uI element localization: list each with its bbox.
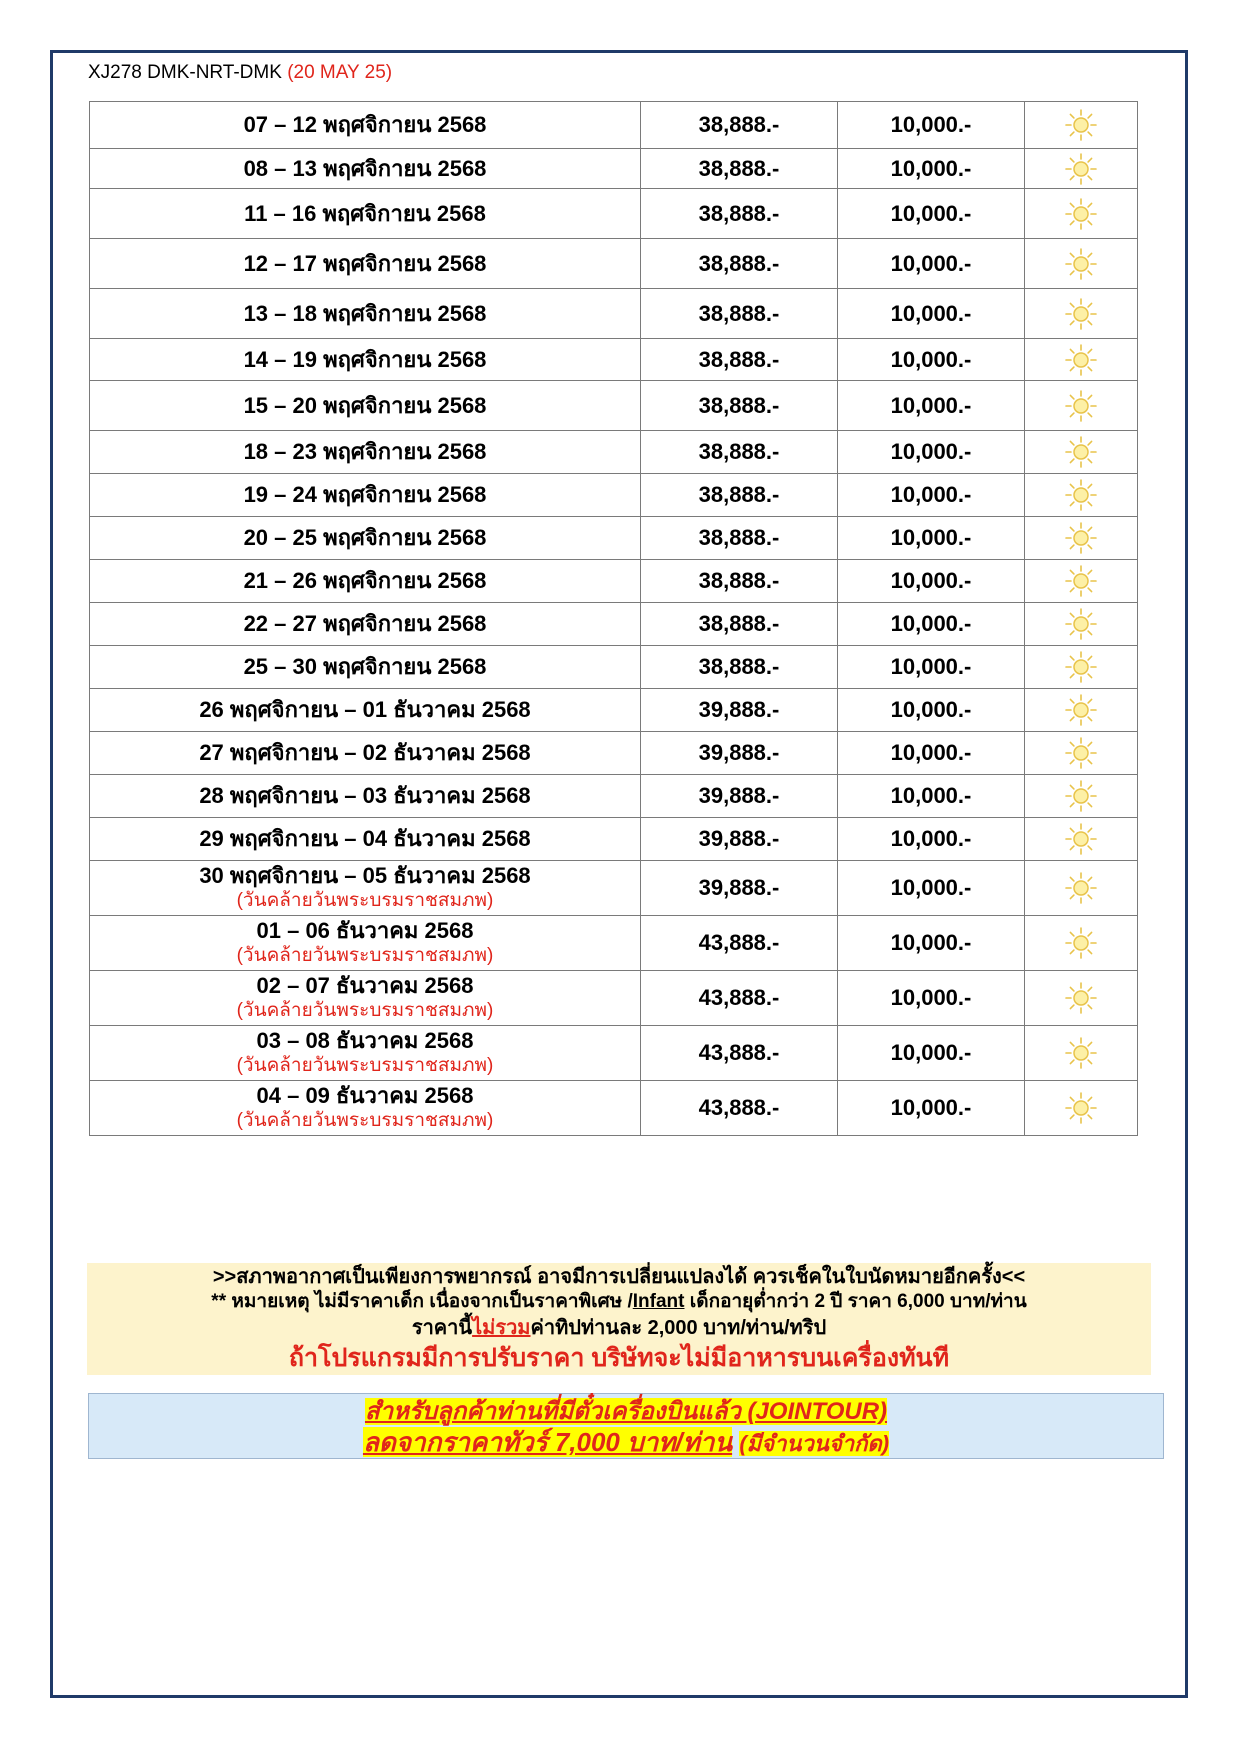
weather-cell [1025, 149, 1138, 189]
meal-note: ถ้าโปรแกรมมีการปรับราคา บริษัทจะไม่มีอาหารบนเครื่องทันที [288, 1344, 950, 1372]
deposit-cell: 10,000.- [838, 689, 1025, 732]
price-cell: 39,888.- [641, 861, 838, 916]
table-row [90, 339, 1138, 381]
price-cell: 38,888.- [641, 339, 838, 381]
sun-icon [1064, 696, 1098, 721]
price-cell: 38,888.- [641, 646, 838, 689]
weather-cell [1025, 239, 1138, 289]
date-cell [90, 971, 641, 1026]
weather-cell [1025, 732, 1138, 775]
date-note: (วันคล้ายวันพระบรมราชสมภพ) [236, 890, 494, 911]
price-cell: 38,888.- [641, 560, 838, 603]
table-row [90, 431, 1138, 474]
price-cell: 38,888.- [641, 603, 838, 646]
table-row [90, 149, 1138, 189]
deposit-cell: 10,000.- [838, 517, 1025, 560]
date-range: 04 – 09 ธันวาคม 2568 [256, 1083, 474, 1108]
sun-icon [1064, 345, 1098, 370]
price-cell: 39,888.- [641, 689, 838, 732]
date-cell [90, 289, 641, 339]
weather-cell [1025, 474, 1138, 517]
tip-note-excluded: ไม่รวม [472, 1317, 531, 1339]
child-note-prefix: ** หมายเหตุ ไม่มีราคาเด็ก เนื่องจากเป็นราคาพิเศษ / [211, 1291, 633, 1312]
deposit-cell: 10,000.- [838, 861, 1025, 916]
date-cell [90, 560, 641, 603]
deposit-cell: 10,000.- [838, 775, 1025, 818]
sun-icon [1064, 984, 1098, 1009]
sun-icon [1064, 739, 1098, 764]
sun-icon [1064, 299, 1098, 324]
jointour-promo-box [88, 1393, 1164, 1459]
table-row [90, 1081, 1138, 1136]
deposit-cell: 10,000.- [838, 916, 1025, 971]
date-range: 30 พฤศจิกายน – 05 ธันวาคม 2568 [199, 863, 531, 888]
date-range: 01 – 06 ธันวาคม 2568 [256, 918, 474, 943]
weather-cell [1025, 102, 1138, 149]
date-cell [90, 689, 641, 732]
weather-cell [1025, 339, 1138, 381]
table-row [90, 818, 1138, 861]
date-range: 19 – 24 พฤศจิกายน 2568 [243, 482, 487, 507]
weather-cell [1025, 381, 1138, 431]
table-row [90, 474, 1138, 517]
child-note-suffix: เด็กอายุต่ำกว่า 2 ปี ราคา 6,000 บาท/ท่าน [684, 1291, 1027, 1312]
date-note: (วันคล้ายวันพระบรมราชสมภพ) [236, 1055, 494, 1076]
date-range: 25 – 30 พฤศจิกายน 2568 [243, 654, 487, 679]
table-row [90, 732, 1138, 775]
date-cell [90, 189, 641, 239]
table-row [90, 775, 1138, 818]
weather-cell [1025, 1081, 1138, 1136]
sun-icon [1064, 567, 1098, 592]
promo-limited-note: (มีจำนวนจำกัด) [739, 1431, 890, 1456]
deposit-cell: 10,000.- [838, 289, 1025, 339]
date-range: 22 – 27 พฤศจิกายน 2568 [243, 611, 487, 636]
price-cell: 43,888.- [641, 1026, 838, 1081]
deposit-cell: 10,000.- [838, 239, 1025, 289]
tip-note-suffix: ค่าทิปท่านละ 2,000 บาท/ท่าน/ทริป [530, 1317, 827, 1339]
deposit-cell: 10,000.- [838, 431, 1025, 474]
sun-icon [1064, 874, 1098, 899]
price-cell: 38,888.- [641, 431, 838, 474]
sun-icon [1064, 249, 1098, 274]
date-cell [90, 1026, 641, 1081]
date-cell [90, 775, 641, 818]
date-range: 02 – 07 ธันวาคม 2568 [256, 973, 474, 998]
deposit-cell: 10,000.- [838, 189, 1025, 239]
weather-cell [1025, 603, 1138, 646]
date-range: 15 – 20 พฤศจิกายน 2568 [243, 392, 487, 418]
price-cell: 38,888.- [641, 474, 838, 517]
sun-icon [1064, 111, 1098, 136]
date-range: 07 – 12 พฤศจิกายน 2568 [243, 112, 487, 137]
price-cell: 43,888.- [641, 971, 838, 1026]
deposit-cell: 10,000.- [838, 381, 1025, 431]
sun-icon [1064, 610, 1098, 635]
promo-line-2: ลดจากราคาทัวร์ 7,000 บาท/ท่าน [362, 1427, 733, 1457]
sun-icon [1064, 199, 1098, 224]
date-note: (วันคล้ายวันพระบรมราชสมภพ) [236, 945, 494, 966]
date-cell [90, 603, 641, 646]
price-cell: 39,888.- [641, 732, 838, 775]
sun-icon [1064, 1094, 1098, 1119]
date-range: 28 พฤศจิกายน – 03 ธันวาคม 2568 [199, 783, 531, 808]
date-range: 27 พฤศจิกายน – 02 ธันวาคม 2568 [199, 740, 531, 765]
date-cell [90, 102, 641, 149]
date-cell [90, 517, 641, 560]
date-cell [90, 732, 641, 775]
price-cell: 43,888.- [641, 1081, 838, 1136]
date-range: 12 – 17 พฤศจิกายน 2568 [243, 250, 487, 276]
price-cell: 39,888.- [641, 775, 838, 818]
sun-icon [1064, 438, 1098, 463]
weather-cell [1025, 818, 1138, 861]
date-range: 14 – 19 พฤศจิกายน 2568 [243, 346, 487, 372]
deposit-cell: 10,000.- [838, 732, 1025, 775]
table-row [90, 603, 1138, 646]
deposit-cell: 10,000.- [838, 560, 1025, 603]
price-cell: 38,888.- [641, 102, 838, 149]
tour-header [88, 60, 392, 86]
table-row [90, 971, 1138, 1026]
table-row [90, 381, 1138, 431]
price-cell: 38,888.- [641, 239, 838, 289]
table-row [90, 189, 1138, 239]
sun-icon [1064, 1039, 1098, 1064]
weather-cell [1025, 1026, 1138, 1081]
tip-note-prefix: ราคานี้ [411, 1317, 473, 1339]
date-cell [90, 431, 641, 474]
table-row [90, 517, 1138, 560]
table-row [90, 689, 1138, 732]
tip-note [87, 1315, 1151, 1341]
price-cell: 38,888.- [641, 381, 838, 431]
date-cell [90, 1081, 641, 1136]
deposit-cell: 10,000.- [838, 646, 1025, 689]
deposit-cell: 10,000.- [838, 1081, 1025, 1136]
date-cell [90, 474, 641, 517]
table-row [90, 861, 1138, 916]
weather-cell [1025, 971, 1138, 1026]
weather-cell [1025, 861, 1138, 916]
child-price-note [87, 1289, 1151, 1315]
tour-code: XJ278 DMK-NRT-DMK [88, 62, 282, 83]
date-range: 29 พฤศจิกายน – 04 ธันวาคม 2568 [199, 826, 531, 851]
date-range: 26 พฤศจิกายน – 01 ธันวาคม 2568 [199, 697, 531, 722]
table-row [90, 916, 1138, 971]
deposit-cell: 10,000.- [838, 971, 1025, 1026]
deposit-cell: 10,000.- [838, 818, 1025, 861]
sun-icon [1064, 524, 1098, 549]
price-cell: 38,888.- [641, 189, 838, 239]
deposit-cell: 10,000.- [838, 149, 1025, 189]
weather-cell [1025, 775, 1138, 818]
table-row [90, 289, 1138, 339]
child-note-infant: Infant [632, 1291, 685, 1312]
date-range: 21 – 26 พฤศจิกายน 2568 [243, 568, 487, 593]
sun-icon [1064, 154, 1098, 179]
date-range: 03 – 08 ธันวาคม 2568 [256, 1028, 474, 1053]
weather-cell [1025, 916, 1138, 971]
date-cell [90, 646, 641, 689]
date-range: 20 – 25 พฤศจิกายน 2568 [243, 525, 487, 550]
date-cell [90, 381, 641, 431]
weather-cell [1025, 517, 1138, 560]
table-row [90, 646, 1138, 689]
weather-cell [1025, 689, 1138, 732]
date-cell [90, 818, 641, 861]
notice-box [87, 1263, 1151, 1375]
deposit-cell: 10,000.- [838, 603, 1025, 646]
weather-cell [1025, 289, 1138, 339]
sun-icon [1064, 929, 1098, 954]
table-row [90, 239, 1138, 289]
table-row [90, 1026, 1138, 1081]
weather-cell [1025, 560, 1138, 603]
weather-cell [1025, 189, 1138, 239]
price-cell: 43,888.- [641, 916, 838, 971]
date-note: (วันคล้ายวันพระบรมราชสมภพ) [236, 1110, 494, 1131]
weather-cell [1025, 646, 1138, 689]
date-cell [90, 861, 641, 916]
date-range: 08 – 13 พฤศจิกายน 2568 [243, 155, 487, 181]
deposit-cell: 10,000.- [838, 474, 1025, 517]
weather-note: >>สภาพอากาศเป็นเพียงการพยากรณ์ อาจมีการเปลี่ยนแปลงได้ ควรเช็คในใบนัดหมายอีกครั้ง<< [212, 1266, 1026, 1288]
sun-icon [1064, 481, 1098, 506]
table-row [90, 102, 1138, 149]
date-range: 11 – 16 พฤศจิกายน 2568 [244, 200, 486, 226]
price-schedule-table [89, 101, 1138, 1136]
date-cell [90, 339, 641, 381]
sun-icon [1064, 782, 1098, 807]
price-cell: 39,888.- [641, 818, 838, 861]
sun-icon [1064, 391, 1098, 416]
deposit-cell: 10,000.- [838, 1026, 1025, 1081]
price-cell: 38,888.- [641, 149, 838, 189]
date-note: (วันคล้ายวันพระบรมราชสมภพ) [236, 1000, 494, 1021]
sun-icon [1064, 825, 1098, 850]
tour-issue-date: (20 MAY 25) [287, 62, 393, 83]
promo-line-1: สำหรับลูกค้าท่านที่มีตั๋วเครื่องบินแล้ว (JOINTOUR) [364, 1398, 888, 1425]
date-cell [90, 149, 641, 189]
date-cell [90, 916, 641, 971]
table-row [90, 560, 1138, 603]
deposit-cell: 10,000.- [838, 102, 1025, 149]
date-cell [90, 239, 641, 289]
deposit-cell: 10,000.- [838, 339, 1025, 381]
weather-cell [1025, 431, 1138, 474]
price-cell: 38,888.- [641, 289, 838, 339]
sun-icon [1064, 653, 1098, 678]
date-range: 18 – 23 พฤศจิกายน 2568 [243, 439, 487, 464]
date-range: 13 – 18 พฤศจิกายน 2568 [243, 300, 487, 326]
price-cell: 38,888.- [641, 517, 838, 560]
